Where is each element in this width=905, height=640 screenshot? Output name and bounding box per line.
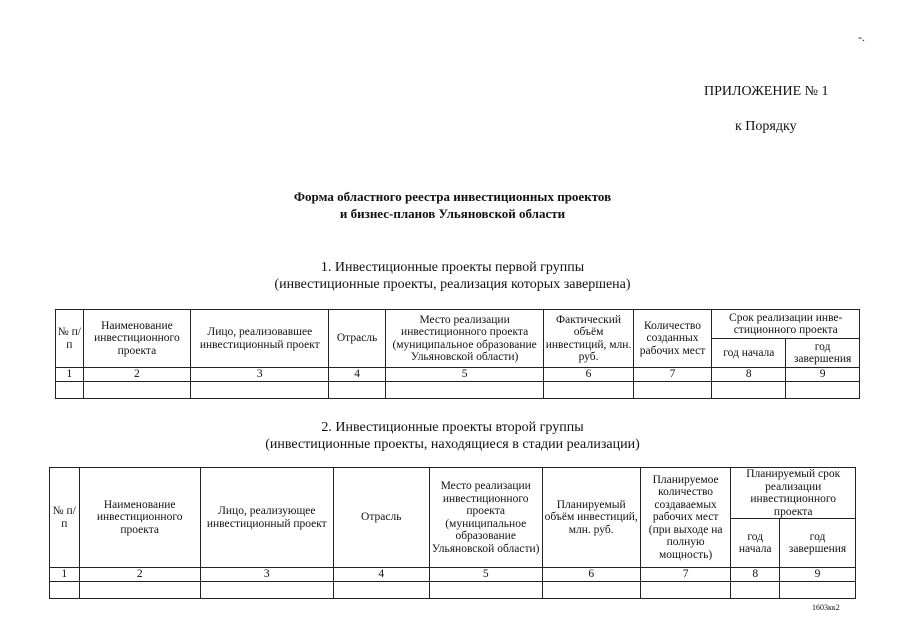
title-line-2: и бизнес-планов Ульяновской области (339, 206, 566, 221)
column-number: 5 (385, 368, 544, 382)
column-number: 6 (544, 368, 633, 382)
corner-mark: -. (858, 30, 865, 44)
table-cell (329, 381, 385, 398)
column-number: 8 (712, 368, 786, 382)
footer-code: 1603кк2 (812, 603, 840, 612)
col-header-start: год начала (712, 339, 786, 368)
table-cell (200, 581, 333, 598)
column-number: 3 (191, 368, 329, 382)
table-cell (544, 381, 633, 398)
section-2-heading (0, 419, 905, 453)
column-number: 8 (731, 568, 780, 582)
column-number: 9 (779, 568, 855, 582)
table-header-row (50, 468, 856, 519)
col-header-investment: Фактический объём инвестиций, млн. руб. (544, 310, 633, 368)
table-cell (191, 381, 329, 398)
table-row (50, 581, 856, 598)
table-number-row (56, 368, 860, 382)
col-header-num: № п/п (56, 310, 84, 368)
col-header-person: Лицо, реализующее инвестиционный проект (200, 468, 333, 568)
col-header-industry: Отрасль (329, 310, 385, 368)
section-2-heading-line-1: 2. Инвестиционные проекты второй группы (321, 420, 584, 435)
col-header-place: Место реализации инвестиционного проекта (муниципальное образование Ульяновской области) (385, 310, 544, 368)
column-number: 3 (200, 568, 333, 582)
col-header-investment: Планируемый объём инвестиций, млн. руб. (542, 468, 640, 568)
col-header-start: год начала (731, 519, 780, 568)
table-cell (542, 581, 640, 598)
title-line-1: Форма областного реестра инвестиционных проектов (293, 189, 612, 204)
column-number: 2 (83, 368, 191, 382)
col-header-period: Планируемый срок реализации инвестиционного проекта (731, 468, 856, 519)
section-1-heading (0, 259, 905, 293)
col-header-jobs: Количество созданных рабочих мест (633, 310, 712, 368)
section-1-heading-line-1: 1. Инвестиционные проекты первой группы (320, 260, 585, 275)
col-header-end: год завершения (779, 519, 855, 568)
table-cell (633, 381, 712, 398)
section-2-heading-line-2: (инвестиционные проекты, находящиеся в стадии реализации) (265, 437, 640, 452)
table-cell (731, 581, 780, 598)
section-2-table (49, 467, 856, 599)
column-number: 2 (79, 568, 200, 582)
table-cell (79, 581, 200, 598)
col-header-name: Наименование инвестиционного проекта (79, 468, 200, 568)
column-number: 1 (56, 368, 84, 382)
col-header-jobs: Планируемое количество создаваемых рабочих мест (при выходе на полную мощность) (640, 468, 731, 568)
col-header-name: Наименование инвестиционного проекта (83, 310, 191, 368)
col-header-person: Лицо, реализовавшее инвестиционный проект (191, 310, 329, 368)
section-1-table (55, 309, 860, 399)
table-cell (83, 381, 191, 398)
table-header-row (56, 310, 860, 339)
col-header-num: № п/п (50, 468, 80, 568)
column-number: 6 (542, 568, 640, 582)
table-cell (779, 581, 855, 598)
table-cell (640, 581, 731, 598)
column-number: 1 (50, 568, 80, 582)
column-number: 4 (329, 368, 385, 382)
col-header-period: Срок реализации инве-стиционного проекта (712, 310, 860, 339)
column-number: 5 (429, 568, 542, 582)
table-cell (56, 381, 84, 398)
section-1-heading-line-2: (инвестиционные проекты, реализация которых завершена) (274, 277, 631, 292)
table-number-row (50, 568, 856, 582)
document-title (0, 188, 905, 222)
table-cell (333, 581, 429, 598)
table-cell (429, 581, 542, 598)
column-number: 9 (786, 368, 860, 382)
table-cell (786, 381, 860, 398)
order-label: к Порядку (735, 119, 797, 134)
table-cell (712, 381, 786, 398)
table-cell (385, 381, 544, 398)
table-cell (50, 581, 80, 598)
col-header-industry: Отрасль (333, 468, 429, 568)
column-number: 4 (333, 568, 429, 582)
column-number: 7 (640, 568, 731, 582)
col-header-end: год завершения (786, 339, 860, 368)
col-header-place: Место реализации инвестиционного проекта (муниципальное образование Ульяновской области) (429, 468, 542, 568)
table-row (56, 381, 860, 398)
appendix-label: ПРИЛОЖЕНИЕ № 1 (704, 84, 829, 99)
column-number: 7 (633, 368, 712, 382)
